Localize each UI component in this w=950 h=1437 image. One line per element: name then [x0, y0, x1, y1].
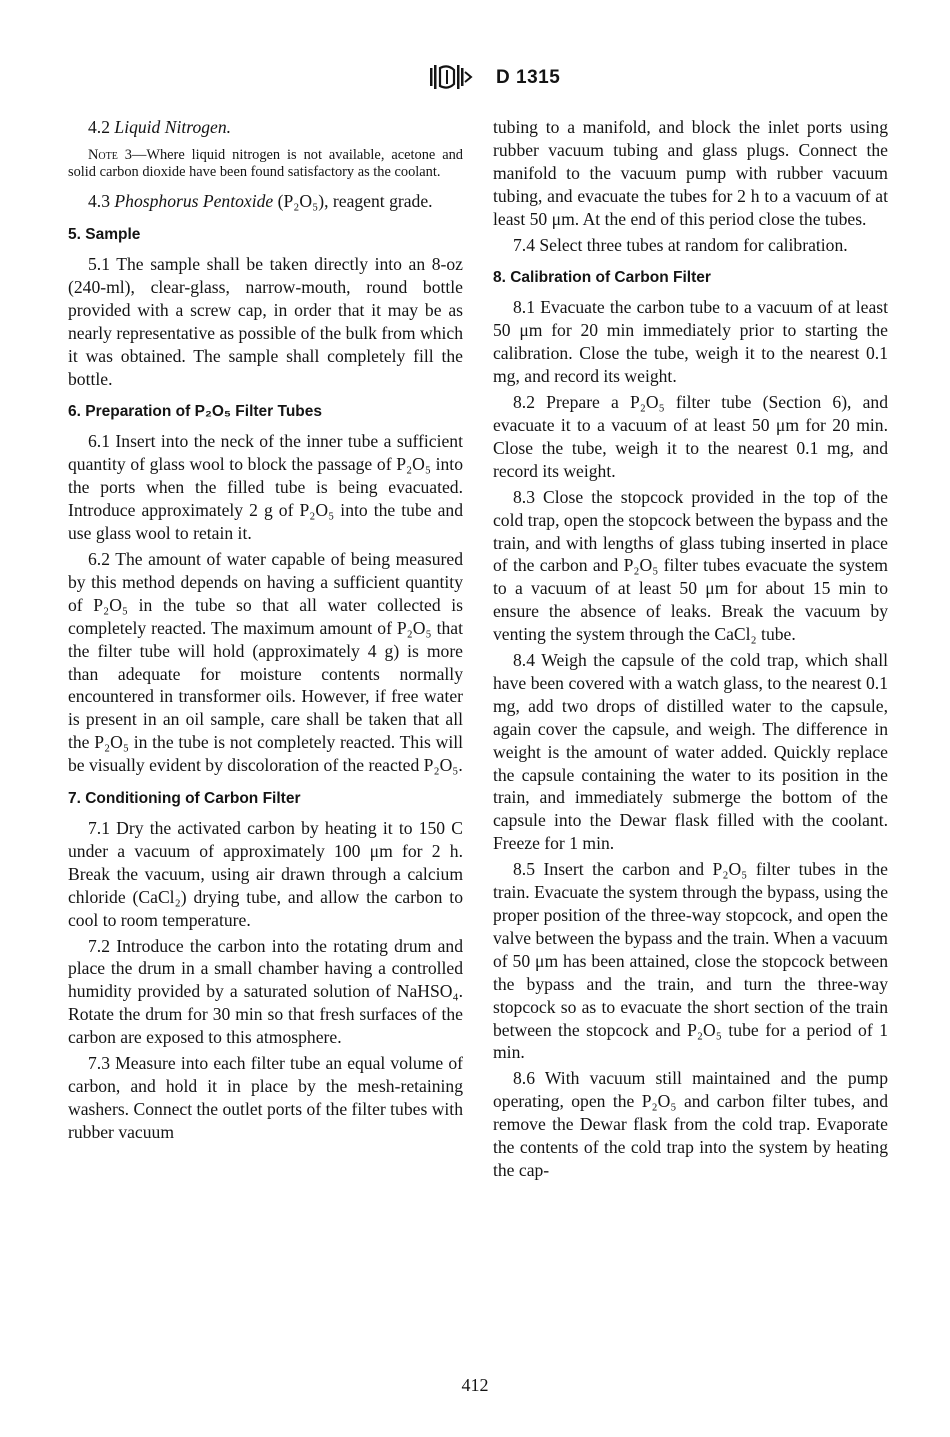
- section-4-3: [68, 190, 463, 213]
- section-8-3: 8.3 Close the stopcock provided in the top of the cold trap, open the stopcock between the bypass and the train, and with lengths of glass tubing inserted in place of the carbon and P₂O₅ filter tubes evacuate the system to a vacuum of at least 50 μm for about 15 min to ensure the absence of leaks. Break the vacuum by venting the system through the CaCl₂ tube.: [493, 486, 888, 645]
- section-4-3-text: (P₂O₅), reagent grade.: [277, 191, 433, 212]
- section-4-2-title: Liquid Nitrogen.: [114, 117, 232, 137]
- section-5-1: 5.1 The sample shall be taken directly into an 8-oz (240-ml), clear-glass, narrow-mouth, round bottle provided with a screw cap, in order that it may be as nearly representative as possible of the bulk from which it was obtained. The sample shall completely fill the bottle.: [68, 254, 463, 389]
- section-4-3-title: Phosphorus Pentoxide: [114, 191, 274, 212]
- section-8-6: 8.6 With vacuum still maintained and the pump operating, open the P₂O₅ and carbon filter tubes, and remove the Dewar flask from the cold trap. Evaporate the contents of the cold trap into the system by heating the cap-: [493, 1068, 888, 1180]
- section-7-4: 7.4 Select three tubes at random for calibration.: [513, 234, 848, 255]
- note-3-label: Note 3: [88, 146, 132, 163]
- section-7-1: 7.1 Dry the activated carbon by heating it to 150 C under a vacuum of approximately 100 μm for 2 h. Break the vacuum, using air drawn through a calcium chloride (CaCl₂) drying tube, and allow the carbon to cool to room temperature.: [68, 818, 463, 930]
- section-6-1: 6.1 Insert into the neck of the inner tube a sufficient quantity of glass wool to block the passage of P₂O₅ into the ports when the filled tube is being evacuated. Introduce approximately 2 g of P₂O₅ into the tube and use glass wool to retain it.: [68, 431, 463, 544]
- section-6-2: 6.2 The amount of water capable of being measured by this method depends on having a sufficient quantity of P₂O₅ in the tube so that all water collected is completely reacted. The maximum amount of P₂O₅ that the filter tube will hold (approximately 4 g) is more than adequate for moisture contents normally encountered in transformer oils. However, if free water is present in an oil sample, care shall be taken that all the P₂O₅ in the tube is not completely reacted. This will be visually evident by discoloration of the reacted P₂O₅.: [68, 548, 463, 776]
- section-8-4: 8.4 Weigh the capsule of the cold trap, which shall have been covered with a watch glass, to the nearest 0.1 mg, add two drops of distilled water to the capsule, again cover the capsule, and weigh. The difference in weight is the amount of water added. Quickly replace the capsule containing the water to its position in the train, and immediately submerge the bottom of the capsule into the Dewar flask filled with the coolant. Freeze for 1 min.: [493, 650, 888, 854]
- section-6-heading: 6. Preparation of P₂O₅ Filter Tubes: [68, 403, 323, 421]
- page-number: 412: [461, 1375, 489, 1395]
- document-id: D 1315: [496, 67, 561, 88]
- section-7-2: 7.2 Introduce the carbon into the rotating drum and place the drum in a small chamber having a controlled humidity provided by a saturated solution of NaHSO₄. Rotate the drum for 30 min so that fresh surfaces of the carbon are exposed to this atmosphere.: [68, 935, 463, 1048]
- left-column: [68, 116, 463, 1147]
- section-8-heading: 8. Calibration of Carbon Filter: [493, 269, 711, 287]
- note-3: [68, 147, 463, 180]
- page-header: [0, 60, 950, 100]
- section-4-3-number: 4.3: [88, 191, 110, 212]
- section-4-2-number: 4.2: [88, 117, 110, 137]
- section-7-3-continued: tubing to a manifold, and block the inlet ports using rubber vacuum tubing and glass plugs. Connect the manifold to the vacuum pump with rubber vacuum tubing, and evacuate the tubes for 2 h to a vacuum of at least 50 μm. At the end of this period close the tubes.: [493, 117, 888, 229]
- section-8-1: 8.1 Evacuate the carbon tube to a vacuum of at least 50 μm for 20 min immediately prior to starting the calibration. Close the tube, weigh it to the nearest 0.1 mg, and record its weight.: [493, 297, 888, 387]
- section-8-2: 8.2 Prepare a P₂O₅ filter tube (Section 6), and evacuate it to a vacuum of at least 50 μm for 20 min. Close the tube, weigh it to the nearest 0.1 mg, and record its weight.: [493, 392, 888, 481]
- section-5-heading: 5. Sample: [68, 226, 141, 243]
- section-7-heading: 7. Conditioning of Carbon Filter: [68, 790, 301, 808]
- note-3-text: —Where liquid nitrogen is not available, acetone and solid carbon dioxide have been found satisfactory as the coolant.: [68, 146, 463, 180]
- section-8-5: 8.5 Insert the carbon and P₂O₅ filter tubes in the train. Evacuate the system through the bypass, using the proper position of the three-way stopcock, and open the valve between the bypass and the train. When a vacuum of 50 μm has been attained, close the stopcock between the bypass and the train, and turn the three-way stopcock so as to evacuate the short section of the train between the stopcock and P₂O₅ tube for a period of 1 min.: [493, 859, 888, 1063]
- right-column: [493, 116, 888, 1185]
- section-4-2: [68, 116, 463, 139]
- astm-logo-icon: [424, 62, 488, 92]
- section-7-3: 7.3 Measure into each filter tube an equal volume of carbon, and hold it in place by the mesh-retaining washers. Connect the outlet ports of the filter tubes with rubber vacuum: [68, 1053, 463, 1142]
